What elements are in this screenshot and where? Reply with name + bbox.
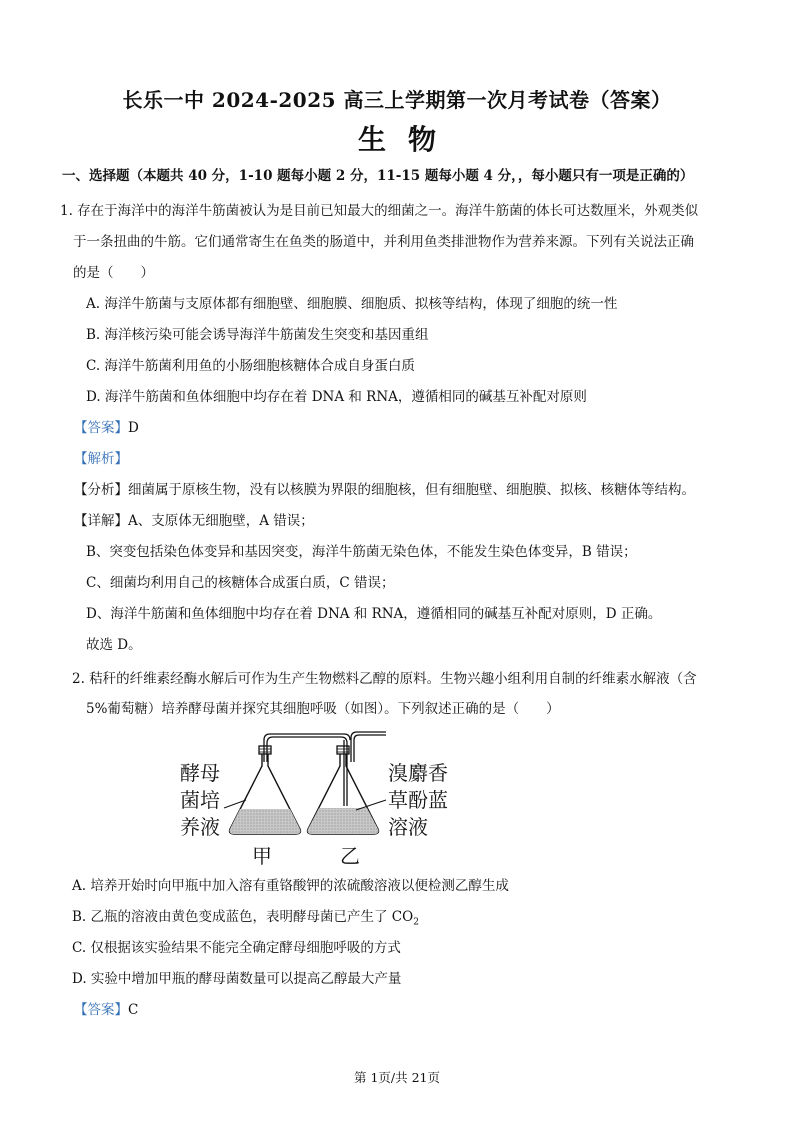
q1-option-a: A. 海洋牛筋菌与支原体都有细胞壁、细胞膜、细胞质、拟核等结构，体现了细胞的统一性 bbox=[86, 296, 618, 312]
subject-title: 生物 bbox=[357, 123, 458, 156]
right-label-line-1: 溴麝香 bbox=[388, 761, 448, 785]
q1-xiangjie-d: D、海洋牛筋菌和鱼体细胞中均存在着 DNA 和 RNA，遵循相同的碱基互补配对原则，D 正确。 bbox=[86, 606, 662, 622]
q1-option-b: B. 海洋核污染可能会诱导海洋牛筋菌发生突变和基因重组 bbox=[86, 327, 429, 343]
page-footer: 第 1页/共 21页 bbox=[353, 1070, 441, 1085]
co2-subscript: 2 bbox=[413, 917, 419, 928]
left-flask-caption: 甲 bbox=[252, 844, 272, 868]
q2-option-a: A. 培养开始时向甲瓶中加入溶有重铬酸钾的浓硫酸溶液以便检测乙醇生成 bbox=[72, 878, 509, 894]
q2-option-b-text: B. 乙瓶的溶液由黄色变成蓝色，表明酵母菌已产生了 CO bbox=[72, 909, 414, 925]
xiangjie-line-a: A、支原体无细胞壁，A 错误； bbox=[128, 513, 314, 529]
answer-tag: 【答案】 bbox=[74, 1002, 128, 1018]
q1-xiangjie-c: C、细菌均利用自己的核糖体合成蛋白质，C 错误； bbox=[86, 575, 395, 591]
q2-option-d: D. 实验中增加甲瓶的酵母菌数量可以提高乙醇最大产量 bbox=[72, 971, 402, 987]
q1-option-d: D. 海洋牛筋菌和鱼体细胞中均存在着 DNA 和 RNA，遵循相同的碱基互补配对原则 bbox=[86, 389, 587, 405]
fenxi-text: 细菌属于原核生物，没有以核膜为界限的细胞核，但有细胞壁、细胞膜、拟核、核糖体等结构。 bbox=[128, 482, 695, 498]
q2-answer bbox=[74, 998, 138, 1018]
q1-fenxi bbox=[74, 478, 695, 498]
q1-stem-line-2: 于一条扭曲的牛筋。它们通常寄生在鱼类的肠道中，并利用鱼类排泄物作为营养来源。下列有关说法正确 bbox=[73, 234, 694, 250]
left-label-line-3: 养液 bbox=[180, 815, 220, 839]
q2-option-c: C. 仅根据该实验结果不能完全确定酵母细胞呼吸的方式 bbox=[72, 940, 401, 956]
label-leader-lines bbox=[200, 780, 410, 830]
answer-value: C bbox=[128, 1002, 139, 1018]
q2-stem-line-1: 2. 秸秆的纤维素经酶水解后可作为生产生物燃料乙醇的原料。生物兴趣小组利用自制的纤维素水解液（含 bbox=[72, 671, 697, 687]
left-label-line-1: 酵母 bbox=[180, 761, 220, 785]
q1-option-c: C. 海洋牛筋菌利用鱼的小肠细胞核糖体合成自身蛋白质 bbox=[86, 358, 415, 374]
right-flask-caption: 乙 bbox=[340, 844, 360, 868]
q2-stem-line-2: 5%葡萄糖）培养酵母菌并探究其细胞呼吸（如图）。下列叙述正确的是（ ） bbox=[86, 701, 560, 717]
fenxi-tag: 【分析】 bbox=[74, 482, 128, 498]
q1-analysis-tag: 【解析】 bbox=[74, 451, 128, 467]
answer-value: D bbox=[128, 420, 139, 436]
q1-stem-line-3: 的是（ ） bbox=[73, 265, 154, 281]
q2-option-b bbox=[72, 905, 419, 928]
right-label-line-3: 溶液 bbox=[388, 815, 428, 839]
q1-stem-line-1: 1. 存在于海洋中的海洋牛筋菌被认为是目前已知最大的细菌之一。海洋牛筋菌的体长可达数厘米，外观类似 bbox=[60, 203, 699, 219]
q1-answer bbox=[74, 416, 139, 436]
q1-conclusion: 故选 D。 bbox=[86, 637, 142, 653]
answer-tag: 【答案】 bbox=[74, 420, 128, 436]
right-label-line-2: 草酚蓝 bbox=[388, 788, 448, 812]
xiangjie-tag: 【详解】 bbox=[74, 513, 128, 529]
q1-xiangjie bbox=[74, 509, 314, 529]
exam-title: 长乐一中 2024-2025 高三上学期第一次月考试卷（答案） bbox=[122, 88, 672, 112]
section-heading: 一、选择题（本题共 40 分，1-10 题每小题 2 分，11-15 题每小题 4 分，，每小题只有一项是正确的） bbox=[62, 168, 694, 184]
left-label-line-2: 菌培 bbox=[180, 788, 220, 812]
q1-xiangjie-b: B、突变包括染色体变异和基因突变，海洋牛筋菌无染色体，不能发生染色体变异，B 错误； bbox=[86, 544, 637, 560]
